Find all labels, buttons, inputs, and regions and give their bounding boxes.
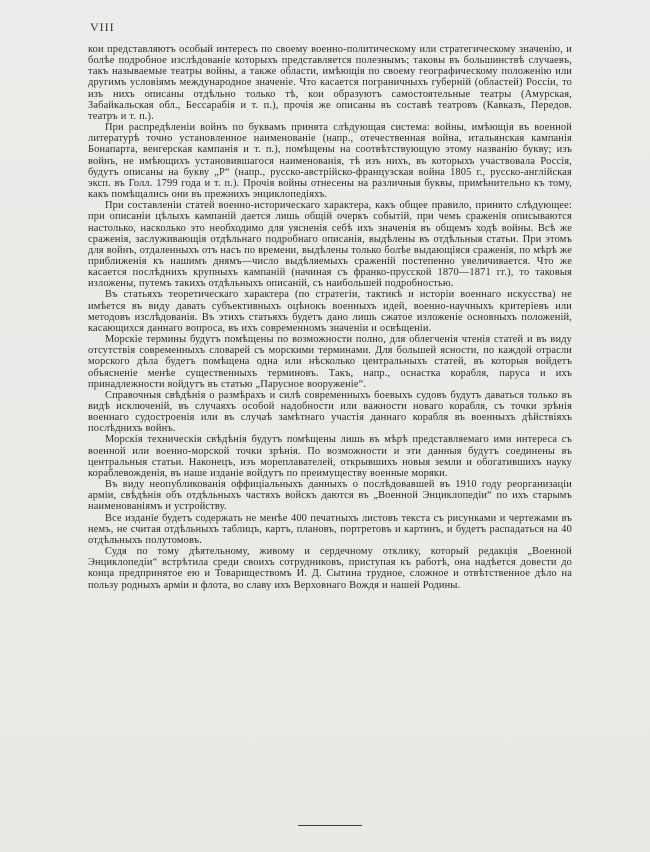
- page-number: VIII: [90, 20, 115, 34]
- paragraph: кои представляютъ особый интересъ по своему военно-политическому или стратегическому значенію, и болѣе подробное изслѣдованіе которыхъ представляется полезнымъ; таковы въ большинствѣ случаевъ, такъ называемые театры войны, а также области, имѣющія по своему географическому положенію или другимъ условіямъ международное значеніе. Что касается пограничныхъ губерній (областей) Россіи, то изъ нихъ описаны отдѣльно только тѣ, кои образуютъ самостоятельные театры (Амурская, Забайкальская обл., Бессарабія и т. п.), прочія же описаны въ составѣ театровъ (Кавказъ, Передов. театръ и т. п.).: [88, 44, 572, 122]
- paragraph: Въ статьяхъ теоретическаго характера (по стратегіи, тактикѣ и исторіи военнаго искусства) не имѣется въ виду давать субъективныхъ оцѣнокъ военныхъ идей, военно-научныхъ критеріевъ или методовъ изслѣдованія. Въ этихъ статьяхъ будетъ дано лишь сжатое изложеніе основныхъ положеній, касающихся даннаго вопроса, въ ихъ современномъ значеніи и освѣщеніи.: [88, 289, 572, 334]
- end-of-section-divider: [88, 816, 572, 834]
- paragraph: При распредѣленіи войнъ по буквамъ принята слѣдующая система: войны, имѣющія въ военной литературѣ точно установленное наименованіе (напр., отечественная война, итальянская кампанія Бонапарта, венгерская кампанія и т. п.), помѣщены на соотвѣтствующую этому названію букву; изъ войнъ, не имѣющихъ установившагося наименованія, тѣ изъ нихъ, въ которыхъ участвовала Россія, будутъ описаны на букву „Р“ (напр., русско-австрійско-французская война 1805 г., русско-англійская эксп. въ Голл. 1799 года и т. п.). Прочія войны отнесены на различныя буквы, примѣнительно къ тому, какъ помѣщались они въ прежнихъ энциклопедіяхъ.: [88, 122, 572, 201]
- paragraph: Морскія техническія свѣдѣнія будутъ помѣщены лишь въ мѣрѣ представляемаго ими интереса съ военной или военно-морской точки зрѣнія. По возможности и эти данныя будутъ соединены въ центральныя статьи. Наконецъ, изъ мореплавателей, открывшихъ новыя земли и обогатившихъ науку кораблевожденія, въ наше изданіе войдутъ по преимуществу военные моряки.: [88, 434, 572, 479]
- paragraph: Судя по тому дѣятельному, живому и сердечному отклику, который редакція „Военной Энциклопедіи“ встрѣтила среди своихъ сотрудниковъ, приступая къ работѣ, она надѣется довести до конца предпринятое ею и Товариществомъ И. Д. Сытина трудное, сложное и отвѣтственное дѣло на пользу родныхъ арміи и флота, во славу ихъ Верховнаго Вождя и нашей Родины.: [88, 546, 572, 591]
- paragraph: При составленіи статей военно-историческаго характера, какъ общее правило, принято слѣдующее: при описаніи цѣлыхъ кампаній дается лишь общій очеркъ событій, при чемъ сраженія описываются настолько, насколько это необходимо для уясненія себѣ ихъ значенія въ общемъ ходѣ войны. Всѣ же сраженія, заслуживающія отдѣльнаго подробнаго описанія, выдѣлены въ отдѣльныя статьи. При этомъ для войнъ, отдаленныхъ отъ насъ по времени, выдѣлены только болѣе выдающіяся сраженія, по мѣрѣ же приближенія къ нашимъ днямъ—число выдѣляемыхъ сраженій постепенно увеличивается. Что же касается послѣднихъ крупныхъ кампаній (начиная съ франко-прусской 1870—1871 гг.), то таковыя изложены, путемъ такихъ отдѣльныхъ описаній, съ наибольшей подробностью.: [88, 200, 572, 290]
- paragraph: Морскіе термины будутъ помѣщены по возможности полно, для облегченія чтенія статей и въ виду отсутствія современныхъ словарей съ морскими терминами. Для большей ясности, по каждой отрасли морского дѣла будетъ помѣщена одна или нѣсколько центральныхъ статей, въ которыя войдетъ объясненіе менѣе существенныхъ терминовъ. Такъ, напр., оснастка корабля, паруса и ихъ принадлежности войдутъ въ статью „Парусное вооруженіе“.: [88, 334, 572, 390]
- paragraph: Справочныя свѣдѣнія о размѣрахъ и силѣ современныхъ боевыхъ судовъ будутъ даваться только въ видѣ исключеній, въ случаяхъ особой надобности или важности новаго корабля, съ точки зрѣнія военнаго судостроенія или въ случаѣ замѣтнаго участія даннаго корабля въ военныхъ дѣйствіяхъ послѣднихъ войнъ.: [88, 389, 572, 435]
- preface-text-block: [88, 44, 572, 591]
- paragraph: Все изданіе будетъ содержать не менѣе 400 печатныхъ листовъ текста съ рисунками и чертежами въ немъ, не считая отдѣльныхъ таблицъ, картъ, плановъ, портретовъ и картинъ, и будетъ распадаться на 40 отдѣльныхъ полутомовъ.: [88, 512, 572, 546]
- divider-rule: [298, 825, 362, 826]
- paragraph: Въ виду неопубликованія оффиціальныхъ данныхъ о послѣдовавшей въ 1910 году реорганизаціи арміи, свѣдѣнія объ отдѣльныхъ частяхъ войскъ даются въ „Военной Энциклопедіи“ по ихъ старымъ наименованіямъ и устройству.: [88, 479, 572, 513]
